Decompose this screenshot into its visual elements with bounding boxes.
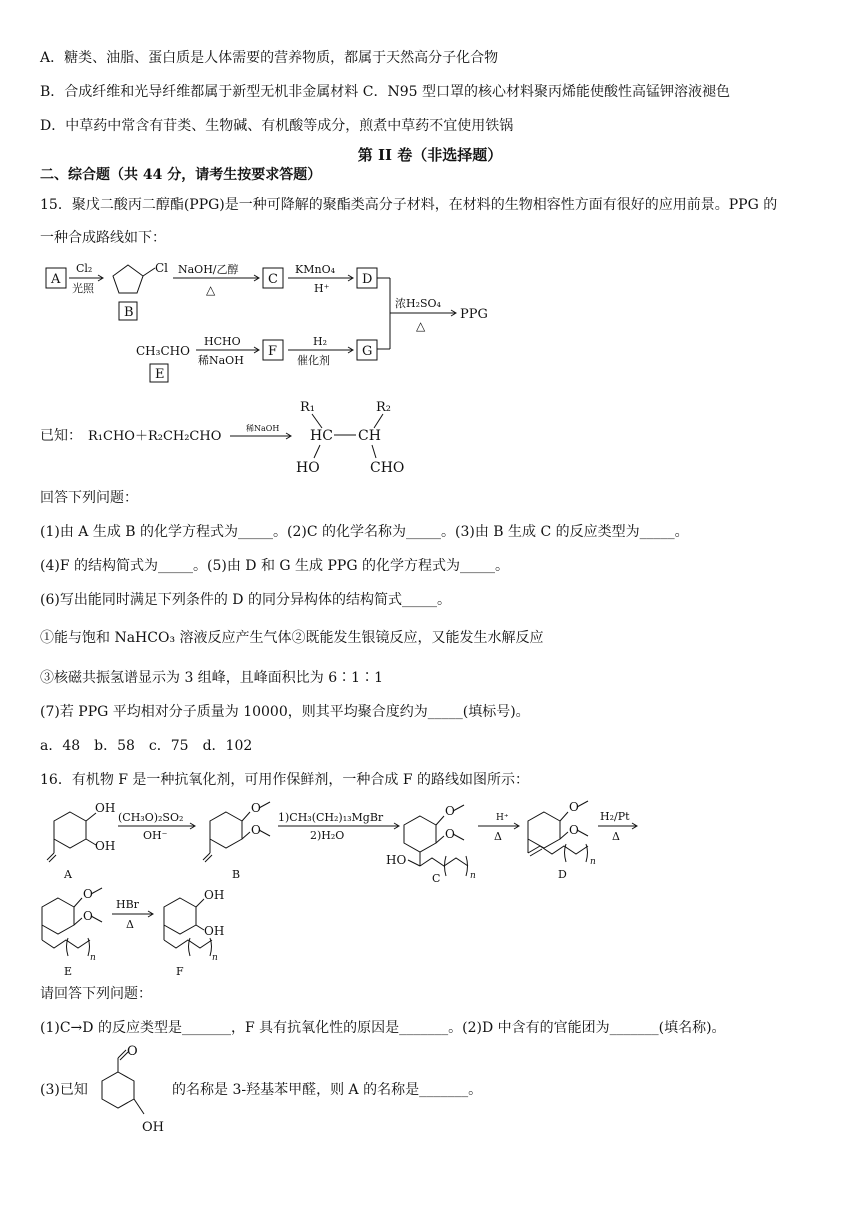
compound-g-label: G xyxy=(362,344,373,359)
section-title: 第 II 卷（非选择题） xyxy=(357,146,503,164)
q15-question-1-3: (1)由 A 生成 B 的化学方程式为_____。(2)C 的化学名称为_____。(3)由 B 生成 C 的反应类型为_____。 xyxy=(40,524,689,540)
compound-d-structure xyxy=(528,800,596,867)
chloro-label: Cl xyxy=(155,261,169,275)
structure-oh-label: OH xyxy=(142,1120,164,1135)
3-hydroxybenzaldehyde-structure xyxy=(84,1040,174,1136)
svg-text:n: n xyxy=(590,857,596,867)
svg-text:n: n xyxy=(470,871,476,881)
compound-a-structure xyxy=(47,801,115,862)
reagent-kmno4: KMnO₄ xyxy=(295,263,335,276)
q16-reagent-1-top: (CH₃O)₂SO₂ xyxy=(118,811,184,824)
structure-o-label: O xyxy=(127,1044,138,1059)
cyclopentane-ring xyxy=(113,265,143,293)
q15-question-7: (7)若 PPG 平均相对分子质量为 10000，则其平均聚合度约为_____(填标号)。 xyxy=(40,704,530,720)
q16-synthesis-scheme xyxy=(0,795,680,985)
q15-intro-2: 一种合成路线如下： xyxy=(40,230,166,246)
q15-prompt: 回答下列问题： xyxy=(40,490,138,506)
compound-b-label: B xyxy=(124,305,134,320)
q16-question-3-prefix: (3)已知 xyxy=(40,1082,88,1098)
reagent-naoh-ethanol: NaOH/乙醇 xyxy=(178,263,239,276)
svg-text:O: O xyxy=(251,801,261,815)
q16-label-c: C xyxy=(432,872,441,885)
q15-question-4-5: (4)F 的结构简式为_____。(5)由 D 和 G 生成 PPG 的化学方程式为_____。 xyxy=(40,558,509,574)
q15-condition-1-2: ①能与饱和 NaHCO₃ 溶液反应产生气体②既能发生银镜反应，又能发生水解反应 xyxy=(40,630,544,646)
q16-reagent-5-top: HBr xyxy=(116,898,139,911)
q15-options: a．48 b．58 c．75 d．102 xyxy=(40,738,253,754)
svg-text:OH: OH xyxy=(204,924,225,938)
heat-symbol-2: △ xyxy=(416,319,426,333)
reagent-catalyst: 催化剂 xyxy=(297,354,330,367)
choice-d: D．中草药中常含有苷类、生物碱、有机酸等成分，煎煮中草药不宜使用铁锅 xyxy=(40,118,514,134)
compound-b-structure xyxy=(203,801,270,862)
svg-text:O: O xyxy=(83,909,93,923)
q16-reagent-1-bottom: OH⁻ xyxy=(143,829,168,842)
choice-a: A．糖类、油脂、蛋白质是人体需要的营养物质，都属于天然高分子化合物 xyxy=(40,50,499,66)
compound-a-label: A xyxy=(51,272,61,287)
q16-intro: 16．有机物 F 是一种抗氧化剂，可用作保鲜剂，一种合成 F 的路线如图所示： xyxy=(40,772,530,788)
reagent-dilute-naoh: 稀NaOH xyxy=(198,354,244,367)
reagent-hcho: HCHO xyxy=(204,335,241,348)
svg-text:HO: HO xyxy=(386,853,407,867)
svg-text:O: O xyxy=(251,823,261,837)
q15-condition-3: ③核磁共振氢谱显示为 3 组峰，且峰面积比为 6∶1∶1 xyxy=(40,670,383,686)
compound-c-structure xyxy=(386,804,476,881)
svg-text:n: n xyxy=(90,953,96,963)
q16-reagent-4-bottom: Δ xyxy=(612,830,620,843)
known-cho: CHO xyxy=(370,460,405,476)
condition-light: 光照 xyxy=(72,282,94,295)
reagent-conc-h2so4: 浓H₂SO₄ xyxy=(395,297,441,310)
reagent-h2: H₂ xyxy=(313,335,328,348)
known-reactants: R₁CHO＋R₂CH₂CHO xyxy=(88,429,222,444)
q16-label-a: A xyxy=(64,868,72,881)
q15-intro-1: 15．聚戊二酸丙二醇酯(PPG)是一种可降解的聚酯类高分子材料，在材料的生物相容性方面有很好的应用前景。PPG 的 xyxy=(40,197,778,213)
reagent-hplus: H⁺ xyxy=(314,282,330,295)
q16-question-3-suffix: 的名称是 3-羟基苯甲醛，则 A 的名称是_______。 xyxy=(172,1082,483,1098)
q16-question-1-2: (1)C→D 的反应类型是_______，F 具有抗氧化性的原因是_______。(2)D 中含有的官能团为_______(填名称)。 xyxy=(40,1020,726,1036)
known-r1: R₁ xyxy=(300,400,315,415)
known-condition: 稀NaOH xyxy=(246,424,280,433)
compound-e-label: E xyxy=(155,367,165,382)
known-hc: HC xyxy=(310,428,333,444)
q16-reagent-2-bottom: 2)H₂O xyxy=(310,829,345,842)
svg-text:O: O xyxy=(569,823,579,837)
q16-reagent-3-bottom: Δ xyxy=(494,830,502,843)
q16-reagent-3-top: H⁺ xyxy=(496,813,509,823)
svg-text:n: n xyxy=(212,953,218,963)
reagent-cl2: Cl₂ xyxy=(76,262,93,275)
svg-text:O: O xyxy=(445,804,455,818)
known-label: 已知： xyxy=(40,428,82,444)
compound-e-formula: CH₃CHO xyxy=(136,344,190,358)
q15-known-reaction xyxy=(0,392,460,482)
svg-text:O: O xyxy=(83,887,93,901)
q16-reagent-4-top: H₂/Pt xyxy=(600,810,630,823)
known-r2: R₂ xyxy=(376,400,391,415)
svg-text:OH: OH xyxy=(95,801,116,815)
compound-f-structure xyxy=(164,888,224,963)
svg-text:OH: OH xyxy=(95,839,116,853)
known-ch: CH xyxy=(358,428,381,444)
q16-label-b: B xyxy=(232,868,241,881)
q16-label-f: F xyxy=(176,965,184,978)
svg-text:OH: OH xyxy=(204,888,225,902)
q16-reagent-2-top: 1)CH₃(CH₂)₁₃MgBr xyxy=(278,811,384,824)
q16-label-d: D xyxy=(558,868,567,881)
q15-question-6: (6)写出能同时满足下列条件的 D 的同分异构体的结构简式_____。 xyxy=(40,592,451,608)
section-heading: 二、综合题（共 44 分，请考生按要求答题） xyxy=(40,167,322,183)
svg-text:O: O xyxy=(569,800,579,814)
svg-text:O: O xyxy=(445,827,455,841)
q16-reagent-5-bottom: Δ xyxy=(126,918,134,931)
compound-e-structure xyxy=(42,887,102,963)
product-ppg: PPG xyxy=(460,307,488,322)
compound-d-label: D xyxy=(362,272,373,287)
q15-synthesis-scheme xyxy=(0,250,520,390)
known-ho: HO xyxy=(296,460,320,476)
compound-c-label: C xyxy=(268,272,278,287)
compound-f-label: F xyxy=(268,344,278,359)
q16-label-e: E xyxy=(64,965,73,978)
heat-symbol-1: △ xyxy=(206,283,216,297)
choice-b-c: B．合成纤维和光导纤维都属于新型无机非金属材料 C．N95 型口罩的核心材料聚丙烯能使酸性高锰钾溶液褪色 xyxy=(40,84,730,100)
q16-prompt: 请回答下列问题： xyxy=(40,986,152,1002)
